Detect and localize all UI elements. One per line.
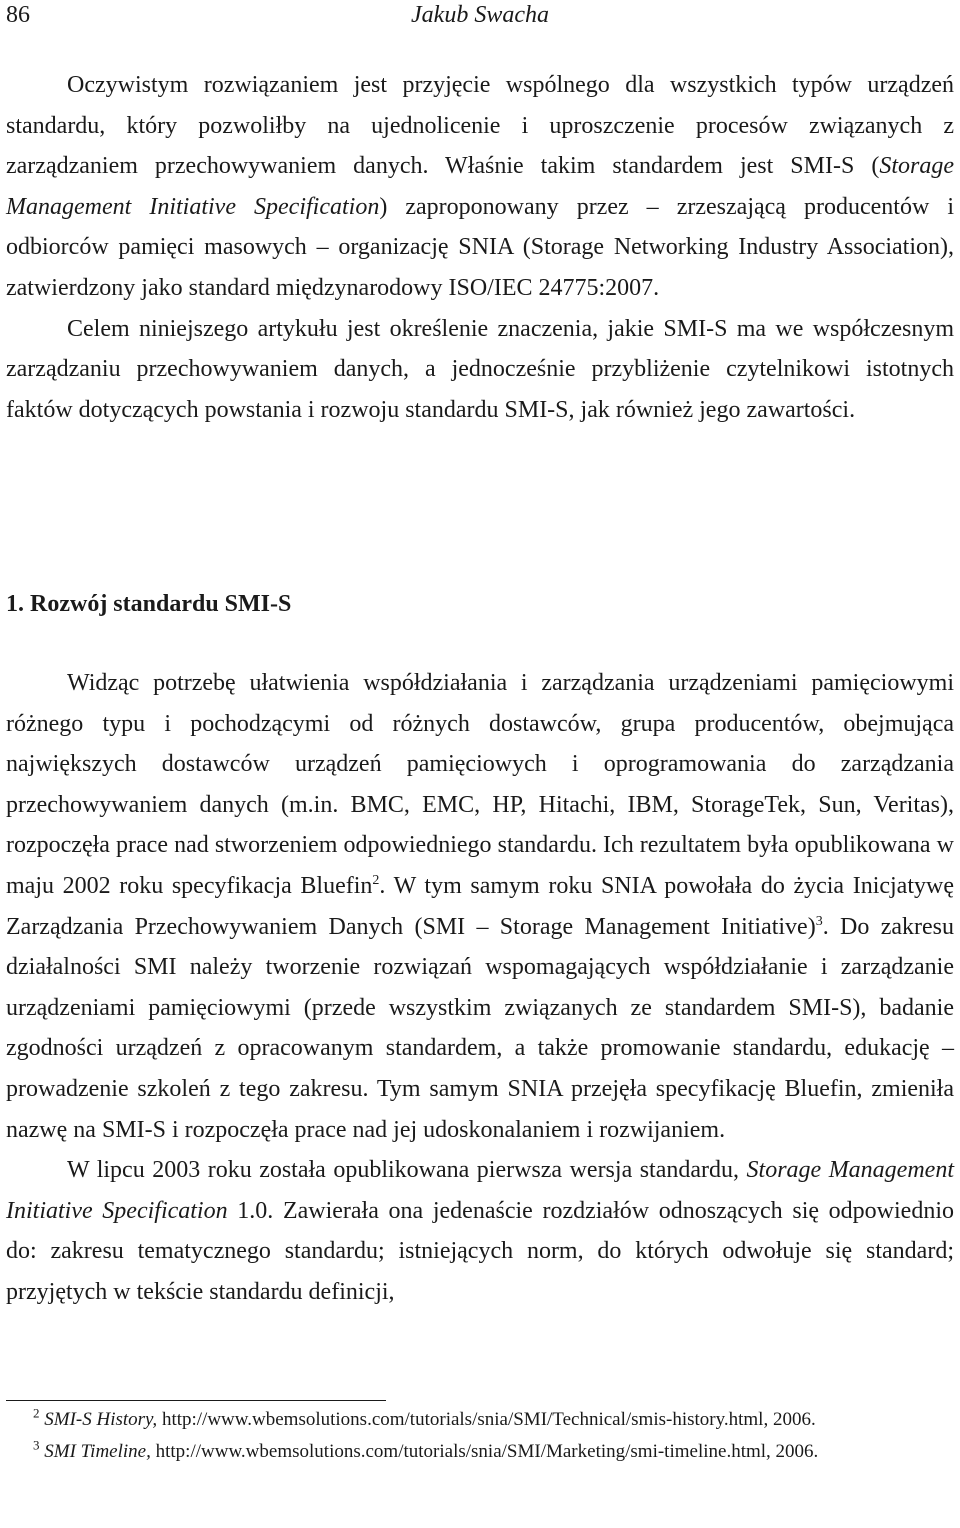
footnote-separator [6, 1400, 386, 1401]
running-head: Jakub Swacha [411, 2, 549, 28]
footnote-link[interactable]: http://www.wbemsolutions.com/tutorials/snia/SMI/Technical/smis-history.html, 2006. [157, 1409, 816, 1430]
footnote: $^2$ SMI-S History, http://www.wbemsolutions.com/tutorials/snia/SMI/Technical/smis-history.html, 2006. [33, 1405, 816, 1430]
paragraph: Oczywistym rozwiązaniem jest przyjęcie wspólnego dla wszystkich typów urządzeń standardu, który pozwoliłby na ujednolicenie i uproszczenie procesów związanych z zarządzaniem przechowywaniem danych. Właśnie takim standardem jest SMI-S (Storage Management Initiative Specification) zaproponowany przez – zrzeszającą producentów i odbiorców pamięci masowych – organizację SNIA (Storage Networking Industry Association), zatwierdzony jako standard międzynarodowy ISO/IEC 24775:2007. [6, 72, 955, 301]
footnote-reference: 3 [815, 913, 823, 929]
footnote-link[interactable]: http://www.wbemsolutions.com/tutorials/snia/SMI/Marketing/smi-timeline.html, 2006. [150, 1441, 819, 1462]
paragraph: Widząc potrzebę ułatwienia współdziałania i zarządzania urządzeniami pamięciowymi różnego typu i pochodzącymi od różnych dostawców, grupa producentów, obejmująca największych dostawców urządzeń pamięciowych i oprogramowania do zarządzania przechowywaniem danych (m.in. BMC, EMC, HP, Hitachi, IBM, StorageTek, Sun, Veritas), rozpoczęła prace nad stworzeniem odpowiedniego standardu. Ich rezultatem była opublikowana w maju 2002 roku specyfikacja Bluefin$^2$. W tym samym roku SNIA powołała do życia Inicjatywę Zarządzania Przechowywaniem Danych (SMI – Storage Management Initiative)$^3$. Do zakresu działalności SMI należy tworzenie rozwiązań wspomagających współdziałanie i zarządzanie urządzeniami pamięciowymi (przede wszystkim związanych ze standardem SMI-S), badanie zgodności urządzeń z opracowanym standardem, a także promowanie standardu, edukację – prowadzenie szkoleń z tego zakresu. Tym samym SNIA przejęła specyfikację Bluefin, zmieniła nazwę na SMI-S i rozpoczęła prace nad jej udoskonalaniem i rozwijaniem. [6, 670, 955, 1143]
page-header [6, 0, 954, 34]
intro-text [6, 65, 954, 430]
paragraph: W lipcu 2003 roku została opublikowana pierwsza wersja standardu, Storage Management Initiative Specification 1.0. Zawierała ona jedenaście rozdziałów odnoszących się odpowiednio do: zakresu tematycznego standardu; istniejących norm, do których odwołuje się standard; przyjętych w tekście standardu definicji, [6, 1157, 954, 1305]
footnotes [6, 1406, 954, 1470]
section-heading: 1. Rozwój standardu SMI-S [6, 591, 292, 617]
page-number: 86 [6, 2, 30, 28]
footnote: $^3$ SMI Timeline, http://www.wbemsolutions.com/tutorials/snia/SMI/Marketing/smi-timeline.html, 2006. [33, 1437, 819, 1462]
footnote-reference: 2 [372, 872, 380, 888]
section-text [6, 663, 954, 1313]
paragraph: Celem niniejszego artykułu jest określenie znaczenia, jakie SMI-S ma we współczesnym zarządzaniu przechowywaniem danych, a jednocześnie przybliżenie czytelnikowi istotnych faktów dotyczących powstania i rozwoju standardu SMI-S, jak również jego zawartości. [6, 315, 954, 423]
